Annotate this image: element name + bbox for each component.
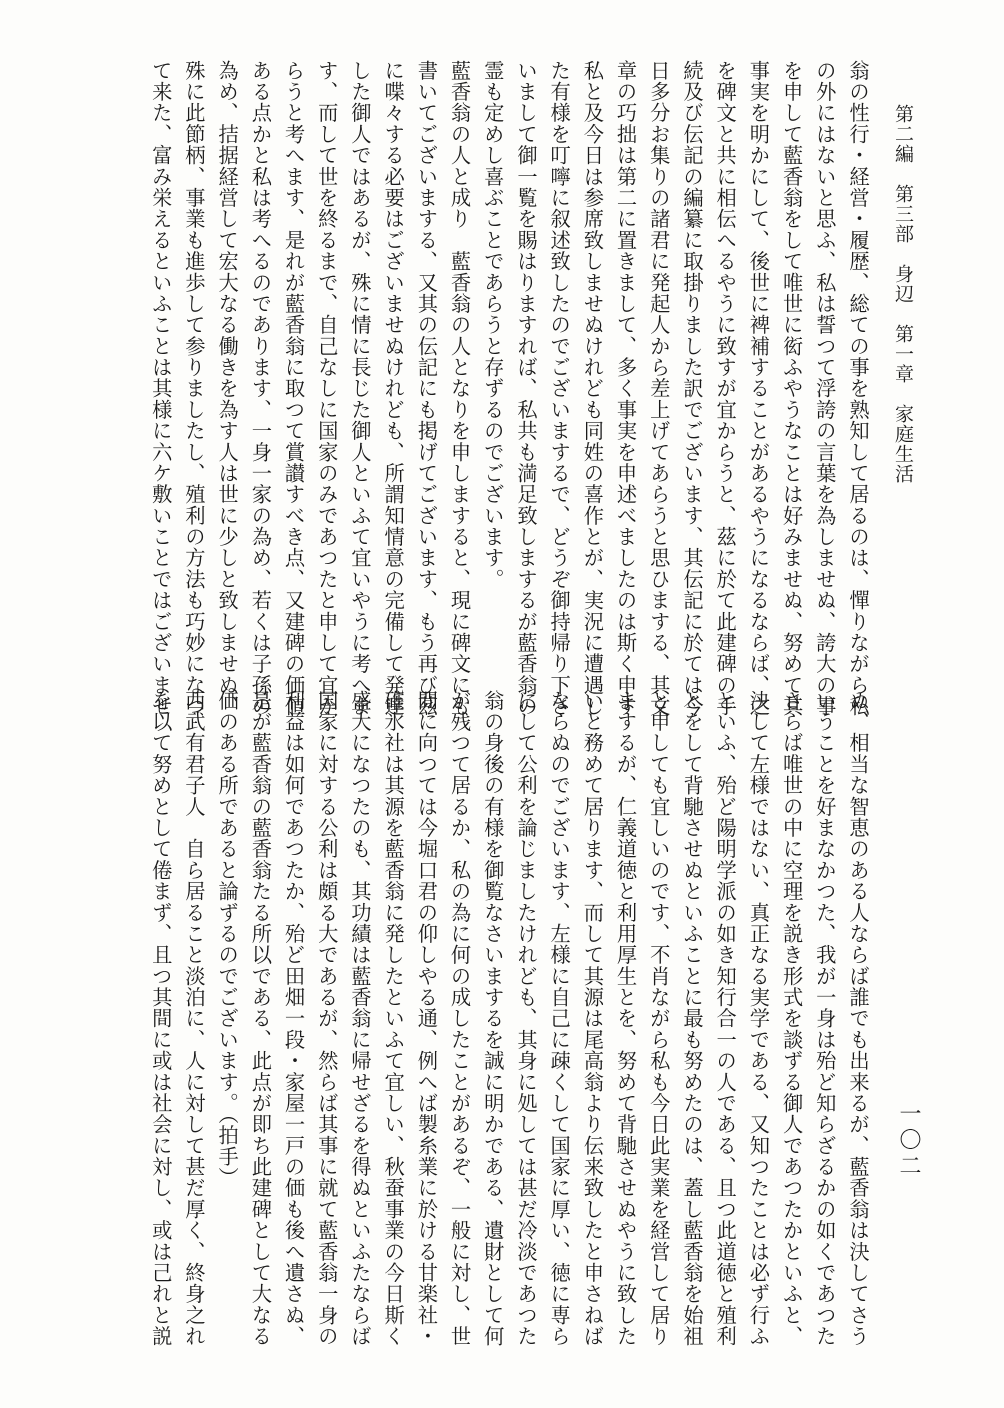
text-line: ある点かと私は考へるのであります、一身一家の為め、若くは子孫の (248, 60, 273, 717)
text-line: 霊も定めし喜ぶことであらうと存ずるのでございます。 (480, 60, 505, 590)
text-line: とをして背馳させぬといふことに最も努めたのは、蓋し藍香翁を始祖 (679, 690, 704, 1347)
text-line: 決して左様ではない、真正なる実学である、又知つたことは必ず行ふ (746, 690, 771, 1347)
text-line: 価のある所であると論ずるのでございます。（拍手） (215, 690, 240, 1189)
text-line: いまして御一覧を賜はりますれば、私共も満足致しまするが藍香翁の (513, 60, 538, 717)
running-header: 第二編 第三部 身辺 第一章 家庭生活 (892, 104, 914, 484)
text-line: といふ、殆ど陽明学派の如き知行合一の人である、且つ此道徳と殖利 (713, 690, 738, 1347)
upper-text-block (54, 60, 874, 717)
text-line: さらば唯世の中に空理を説き形式を談ずる御人であつたかといふと、 (779, 690, 804, 1347)
text-line: 碓氷社は其源を藍香翁に発したといふて宜しい、秋蚕事業の今日斯く (381, 690, 406, 1347)
text-line: に喋々する必要はございませぬけれども、所謂知情意の完備して発達 (381, 60, 406, 717)
text-line: 翁の性行・経営・履歴、総ての事を熟知して居るのは、憚りながら私 (846, 60, 870, 717)
text-line: 為め、拮据経営して宏大なる働きを為す人は世に少しと致しませぬ、 (215, 60, 240, 717)
text-line: 殊に此節柄、事業も進歩して参りましたし、殖利の方法も巧妙になつ (181, 60, 206, 717)
text-line: た有様を叮嚀に叙述致したのでございまするで、どうぞ御持帰り下さ (547, 60, 572, 717)
section-heading-line: 西武有君子人 自ら居ること淡泊に、人に対して甚だ厚く、終身之れ (181, 690, 206, 1347)
text-line: 事実を明かにして、後世に裨補することがあるやうになるならば、之 (746, 60, 771, 717)
text-line: 翁の身後の有様を御覧なさいまするを誠に明かである、遺財として何 (480, 690, 505, 1347)
text-line: と申しても宜しいのです、不肖ながら私も今日此実業を経営して居り (646, 690, 671, 1347)
text-line: 国家に対する公利は頗る大であるが、然らば其事に就て藍香翁一身の (314, 690, 339, 1347)
page-number: 一〇二 (896, 1102, 921, 1180)
text-line: した御人ではあるが、殊に情に長じた御人といふて宜いやうに考へま (347, 60, 372, 717)
text-line: にして公利を論じましたけれども、其身に処しては甚だ冷淡であつた (513, 690, 538, 1347)
text-line: す、而して世を終るまで、自己なしに国家のみであつたと申して宜か (314, 60, 339, 717)
text-line: 利益は如何であつたか、殆ど田畑一段・家屋一戸の価も後へ遺さぬ、 (281, 690, 306, 1347)
text-line: ならぬのでございます、左様に自己に疎くして国家に厚い、徳に専ら (547, 690, 572, 1347)
text-line: 盛大になつたのも、其功績は藍香翁に帰せざるを得ぬといふたならば (347, 690, 372, 1347)
text-line: の外にはないと思ふ、私は誓つて浮誇の言葉を為しませぬ、誇大の事 (812, 60, 837, 717)
text-line: て来た、富み栄えるといふことは其様に六ケ敷いことではございませ (148, 60, 173, 717)
text-line: まするが、仁義道徳と利用厚生とを、努めて背馳させぬやうに致した (613, 690, 638, 1347)
text-line: 日多分お集りの諸君に発起人から差上げてあらうと思ひまする、其文 (646, 60, 671, 717)
text-line: を申して藍香翁をして唯世に衒ふやうなことは好みませぬ、努めて其 (779, 60, 804, 717)
text-line: 間に向つては今堀口君の仰しやる通、例へば製糸業に於ける甘楽社・ (414, 690, 439, 1347)
text-line: を以て努めとして倦まず、且つ其間に或は社会に対し、或は己れと説 (148, 690, 173, 1347)
text-line: いと務めて居ります、而して其源は尾高翁より伝来致したと申さねば (580, 690, 605, 1347)
text-line: 続及び伝記の編纂に取掛りました訳でございます、其伝記に於ては今 (679, 60, 704, 717)
text-line: 書いてございまする、又其の伝記にも掲げてございます、もう再び茲 (414, 60, 439, 717)
text-line: を碑文と共に相伝へるやうに致すが宜からうと、茲に於て此建碑の手 (713, 60, 738, 717)
text-line: 章の巧拙は第二に置きまして、多く事実を申述べましたのは斯く申す (613, 60, 638, 717)
text-line: らうと考へます、是れが藍香翁に取つて賞讃すべき点、又建碑の価値 (281, 60, 306, 717)
text-line: 是が藍香翁の藍香翁たる所以である、此点が即ち此建碑として大なる (248, 690, 273, 1347)
text-line: 私と及今日は参席致しませぬけれども同姓の喜作とが、実況に遭遇し (580, 60, 605, 717)
text-line: ぬ、相当な智恵のある人ならば誰でも出来るが、藍香翁は決してさう (846, 690, 870, 1347)
text-line: が残つて居るか、私の為に何の成したことがあるぞ、一般に対し、世 (447, 690, 472, 1347)
lower-text-block (54, 690, 874, 1347)
text-line: いうことを好まなかつた、我が一身は殆ど知らざるかの如くであつた (812, 690, 837, 1347)
section-heading-line: 藍香翁の人と成り 藍香翁の人となりを申しますると、現に碑文にも (447, 60, 472, 717)
